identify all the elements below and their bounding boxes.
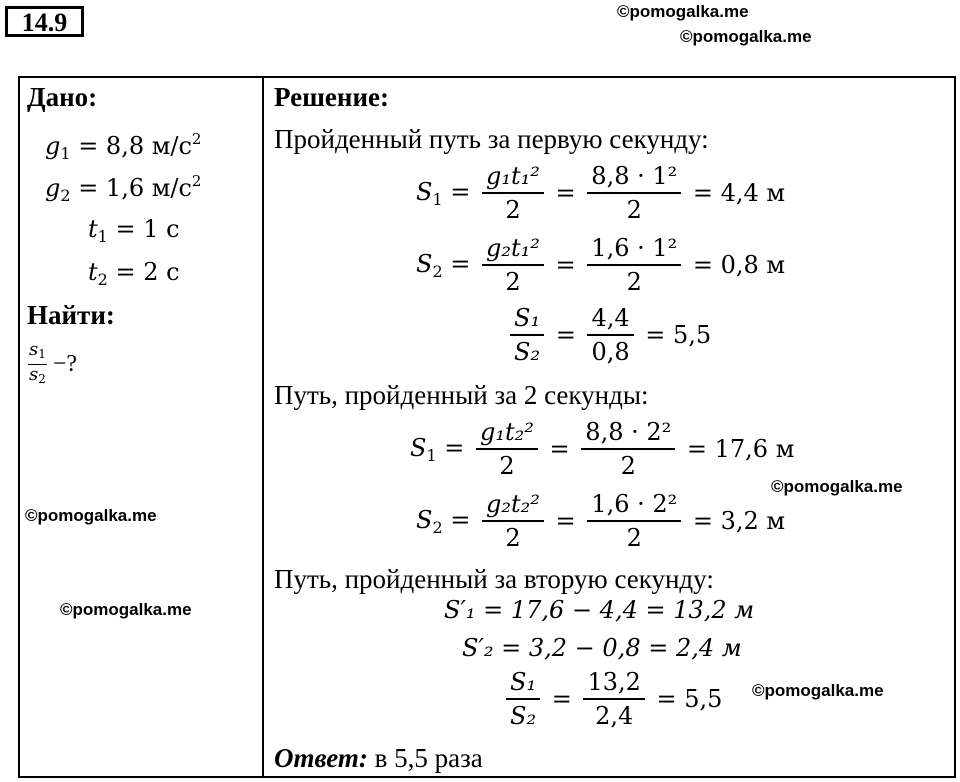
watermark: ©pomogalka.me: [60, 600, 192, 619]
given-t1: $t_1 = 1$ с: [88, 215, 180, 246]
ratio-second: $\frac{\text{S₁}}{\text{S₂}}$ = $\frac{13,2}{2,4}$ = 5,5: [502, 666, 722, 732]
ratio-first: $\frac{\text{S₁}}{\text{S₂}}$ = $\frac{4,4}{0,8}$ = 5,5: [506, 302, 711, 368]
watermark: ©pomogalka.me: [680, 27, 812, 46]
watermark: ©pomogalka.me: [752, 681, 884, 700]
equation-s1-first: $S_1$ = $\frac{\text{g₁t₁²}}{2}$ = $\frac{\text{8,8 · 1²}}{2}$ = 4,4 м: [416, 162, 786, 224]
equation-s2-second: S′₂ = 3,2 − 0,8 = 2,4 м: [462, 634, 742, 662]
problem-number-badge: 14.9: [5, 6, 84, 37]
given-title: Дано:: [27, 82, 98, 112]
answer-label: Ответ:: [274, 743, 368, 773]
equation-s1-two-seconds: $S_1$ = $\frac{\text{g₁t₂²}}{2}$ = $\frac{\text{8,8 · 2²}}{2}$ = 17,6 м: [410, 418, 795, 480]
given-t2: $t_2 = 2$ с: [88, 258, 180, 289]
answer-text: в 5,5 раза: [367, 743, 483, 773]
watermark: ©pomogalka.me: [25, 506, 157, 525]
column-divider: [262, 76, 264, 778]
find-title: Найти:: [27, 300, 115, 330]
find-expression: $\frac{s_1}{s_2}$ −?: [29, 339, 78, 386]
given-g2: $g_2 = 1,6$ $м/с^2$: [45, 172, 202, 205]
solution-line-3: Путь, пройденный за вторую секунду:: [274, 564, 714, 594]
equation-s2-first: $S_2$ = $\frac{\text{g₂t₁²}}{2}$ = $\frac{\text{1,6 · 1²}}{2}$ = 0,8 м: [416, 234, 786, 296]
solution-line-1: Пройденный путь за первую секунду:: [274, 124, 709, 154]
watermark: ©pomogalka.me: [617, 2, 749, 21]
watermark: ©pomogalka.me: [771, 477, 903, 496]
solution-line-2: Путь, пройденный за 2 секунды:: [274, 380, 649, 410]
equation-s1-second: S′₁ = 17,6 − 4,4 = 13,2 м: [444, 596, 755, 624]
given-g1: $g_1 = 8,8$ $м/с^2$: [45, 130, 202, 163]
equation-s2-two-seconds: $S_2$ = $\frac{\text{g₂t₂²}}{2}$ = $\frac{\text{1,6 · 2²}}{2}$ = 3,2 м: [416, 490, 786, 552]
solution-title: Решение:: [274, 82, 389, 112]
answer-line: [274, 743, 483, 773]
